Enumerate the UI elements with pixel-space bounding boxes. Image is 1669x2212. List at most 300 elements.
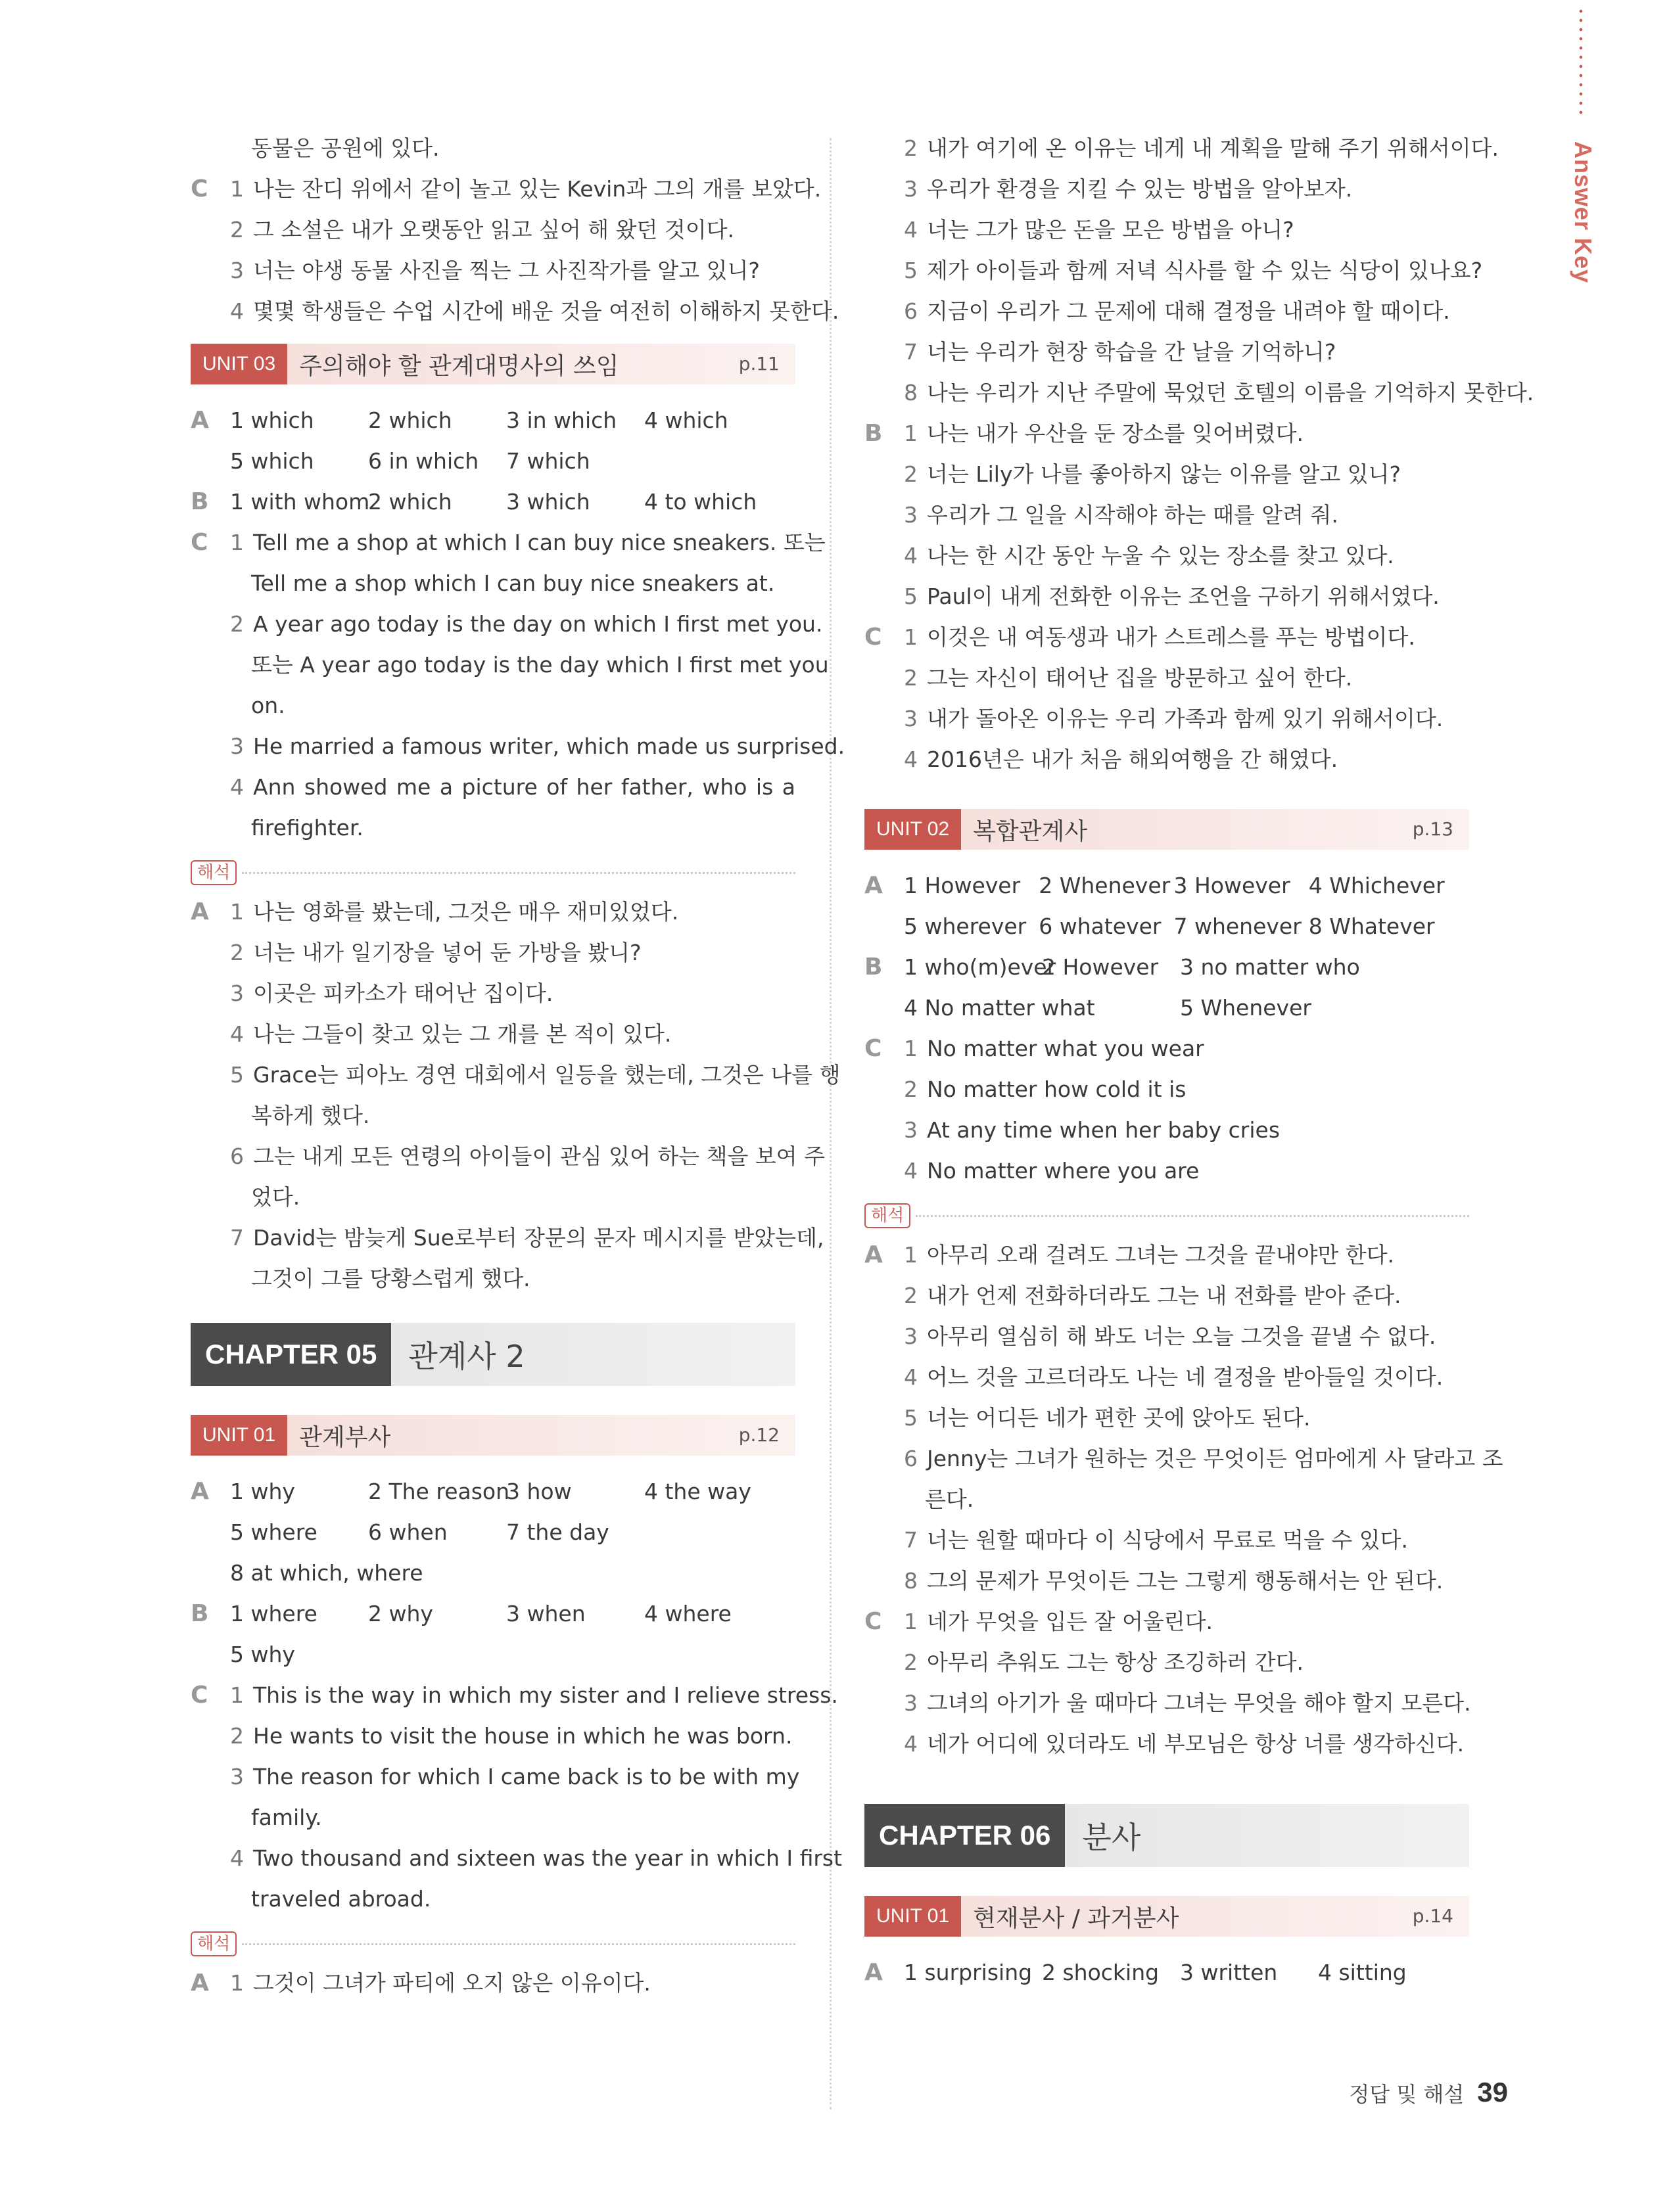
answer-line xyxy=(191,250,795,291)
answer-text xyxy=(904,454,1469,495)
answer-text xyxy=(904,1276,1469,1316)
answer-line xyxy=(191,563,795,604)
answer-line xyxy=(864,1642,1469,1683)
answer-line xyxy=(864,658,1469,699)
answer-text xyxy=(904,1724,1469,1764)
answer-line xyxy=(191,1757,800,1797)
answer-text xyxy=(230,291,839,332)
answer-grid-line xyxy=(864,947,1469,988)
answer-cell: 6 when xyxy=(368,1519,448,1545)
item-number: 3 xyxy=(904,176,918,202)
item-number: 3 xyxy=(230,258,244,283)
answer-cell: 6 whatever xyxy=(1039,913,1162,939)
item-text: Jenny는 그녀가 원하는 것은 무엇이든 엄마에게 사 달라고 조 xyxy=(927,1446,1503,1471)
answer-text xyxy=(904,1151,1469,1191)
answer-grid-line xyxy=(864,1952,1469,1993)
item-text: 어느 것을 고르더라도 나는 네 결정을 받아들일 것이다. xyxy=(927,1364,1444,1390)
item-number: 4 xyxy=(904,217,918,242)
answer-cell: 2 which xyxy=(368,407,452,433)
answer-text xyxy=(904,1069,1469,1110)
answer-text xyxy=(230,1963,795,2004)
answer-line xyxy=(864,1276,1469,1316)
right-column xyxy=(864,128,1534,1993)
section-letter: C xyxy=(191,1682,208,1709)
side-dots-decoration xyxy=(1579,7,1583,118)
item-text: The reason for which I came back is to be with my xyxy=(253,1764,800,1789)
unit-tag: UNIT 01 xyxy=(864,1896,961,1937)
item-text: No matter how cold it is xyxy=(927,1076,1187,1102)
answer-grid xyxy=(230,482,795,522)
item-text: 우리가 환경을 지킬 수 있는 방법을 알아보자. xyxy=(927,176,1353,202)
answer-text xyxy=(904,1439,1503,1479)
item-number: 2 xyxy=(904,135,918,161)
answer-line xyxy=(864,1561,1469,1601)
answer-cell: 8 at which, where xyxy=(230,1560,423,1586)
item-number: 3 xyxy=(904,706,918,731)
answer-line xyxy=(864,373,1534,413)
item-number: 1 xyxy=(230,530,244,555)
unit-title: 관계부사 xyxy=(299,1423,391,1451)
answer-cell: 3 written xyxy=(1180,1960,1278,1985)
continuation-text: on. xyxy=(251,693,285,718)
unit-page-ref: p.14 xyxy=(1412,1905,1453,1927)
section-letter: C xyxy=(864,1608,882,1635)
item-number: 2 xyxy=(230,217,244,242)
unit-tag: UNIT 03 xyxy=(191,344,287,384)
answer-line xyxy=(864,617,1469,658)
answer-text xyxy=(904,250,1483,291)
answer-text xyxy=(904,1398,1469,1439)
answer-grid-line xyxy=(191,482,795,522)
item-number: 2 xyxy=(230,1723,244,1749)
unit-header xyxy=(191,344,795,384)
translation-divider xyxy=(191,860,795,887)
answer-cell: 4 the way xyxy=(644,1479,751,1504)
answer-text xyxy=(904,413,1469,454)
item-number: 5 xyxy=(904,1405,918,1431)
item-number: 3 xyxy=(230,733,244,759)
answer-cell: 2 Whenever xyxy=(1039,873,1171,898)
answer-line xyxy=(191,1177,795,1218)
item-text: 아무리 추워도 그는 항상 조깅하러 간다. xyxy=(927,1649,1304,1675)
item-text: Ann showed me a picture of her father, who is a xyxy=(253,774,795,800)
unit-title: 주의해야 할 관계대명사의 쓰임 xyxy=(299,352,619,380)
translation-divider xyxy=(864,1203,1469,1230)
answer-line xyxy=(864,1357,1469,1398)
answer-text xyxy=(904,1601,1469,1642)
translation-badge: 해석 xyxy=(191,860,237,885)
answer-grid xyxy=(230,1594,795,1634)
item-text: He married a famous writer, which made us surprised. xyxy=(253,733,845,759)
answer-text xyxy=(230,892,795,933)
answer-grid xyxy=(904,906,1469,947)
item-number: 3 xyxy=(230,1764,244,1789)
unit-header xyxy=(864,1896,1469,1937)
item-text: David는 밤늦게 Sue로부터 장문의 문자 메시지를 받았는데, xyxy=(253,1225,824,1251)
item-text: 몇몇 학생들은 수업 시간에 배운 것을 여전히 이해하지 못한다. xyxy=(253,298,839,324)
answer-line xyxy=(864,454,1469,495)
continuation-text: family. xyxy=(251,1805,322,1830)
answer-text xyxy=(230,1838,843,1879)
answer-line xyxy=(864,1479,1469,1520)
answer-line xyxy=(191,1797,795,1838)
answer-line xyxy=(864,413,1469,454)
answer-text xyxy=(904,658,1469,699)
item-number: 2 xyxy=(904,1649,918,1675)
answer-grid xyxy=(230,400,795,441)
item-number: 6 xyxy=(904,298,918,324)
answer-line xyxy=(191,1014,795,1055)
answer-text xyxy=(230,604,823,645)
item-text: 나는 내가 우산을 둔 장소를 잊어버렸다. xyxy=(927,421,1304,446)
item-text: 내가 언제 전화하더라도 그는 내 전화를 받아 준다. xyxy=(927,1283,1401,1308)
answer-cell: 8 Whatever xyxy=(1308,913,1435,939)
answer-line xyxy=(864,1069,1469,1110)
answer-grid-line xyxy=(191,1553,795,1594)
answer-cell: 1 why xyxy=(230,1479,295,1504)
item-number: 1 xyxy=(904,1242,918,1268)
item-text: This is the way in which my sister and I relieve stress. xyxy=(253,1682,838,1708)
answer-text xyxy=(904,1642,1469,1683)
item-number: 6 xyxy=(904,1446,918,1471)
answer-text xyxy=(904,1235,1469,1276)
chapter-tag: CHAPTER 05 xyxy=(191,1323,391,1386)
item-text: 너는 어디든 네가 편한 곳에 앉아도 된다. xyxy=(927,1405,1311,1431)
answer-cell: 2 which xyxy=(368,489,452,515)
answer-line xyxy=(191,291,839,332)
answer-grid-line xyxy=(864,988,1469,1028)
item-text: 네가 어디에 있더라도 네 부모님은 항상 너를 생각하신다. xyxy=(927,1731,1465,1757)
dotted-rule xyxy=(242,1943,795,1945)
answer-text xyxy=(904,291,1469,332)
answer-text xyxy=(904,373,1534,413)
answer-cell: 3 how xyxy=(506,1479,572,1504)
item-text: 아무리 열심히 해 봐도 너는 오늘 그것을 끝낼 수 없다. xyxy=(927,1324,1436,1349)
item-number: 1 xyxy=(904,1036,918,1061)
item-number: 1 xyxy=(230,1682,244,1708)
answer-text xyxy=(904,699,1469,739)
unit-title: 현재분사 / 과거분사 xyxy=(973,1904,1179,1932)
item-number: 4 xyxy=(904,747,918,772)
answer-line xyxy=(191,685,795,726)
answer-cell: 5 which xyxy=(230,448,314,474)
translation-divider xyxy=(191,1931,795,1958)
item-number: 5 xyxy=(904,584,918,609)
answer-cell: 7 whenever xyxy=(1173,913,1302,939)
answer-line xyxy=(191,1716,795,1757)
continuation-text: firefighter. xyxy=(251,815,364,841)
item-number: 5 xyxy=(904,258,918,283)
answer-text xyxy=(904,739,1469,780)
item-number: 7 xyxy=(904,339,918,365)
answer-grid-line xyxy=(864,865,1469,906)
section-letter: C xyxy=(864,624,882,651)
item-number: 3 xyxy=(904,1324,918,1349)
answer-text xyxy=(904,169,1469,210)
item-number: 4 xyxy=(230,774,244,800)
answer-line xyxy=(864,1028,1469,1069)
answer-line xyxy=(864,169,1469,210)
chapter-header xyxy=(191,1323,795,1386)
translation-badge: 해석 xyxy=(191,1931,237,1956)
item-number: 7 xyxy=(230,1225,244,1251)
answer-line xyxy=(191,933,795,973)
item-number: 3 xyxy=(904,1117,918,1143)
section-letter: B xyxy=(864,954,883,980)
answer-line xyxy=(191,767,795,808)
answer-line xyxy=(864,536,1469,576)
item-number: 2 xyxy=(904,461,918,487)
item-number: 7 xyxy=(904,1527,918,1553)
answer-text xyxy=(904,1028,1469,1069)
answer-cell: 1 where xyxy=(230,1601,317,1626)
chapter-title: 분사 xyxy=(1082,1820,1141,1855)
answer-line xyxy=(864,1398,1469,1439)
item-text: 그것이 그녀가 파티에 오지 않은 이유이다. xyxy=(253,1970,651,1996)
item-text: 제가 아이들과 함께 저녁 식사를 할 수 있는 식당이 있나요? xyxy=(927,258,1483,283)
answer-grid xyxy=(904,865,1469,906)
answer-cell: 3 which xyxy=(506,489,590,515)
item-number: 1 xyxy=(904,624,918,650)
answer-line xyxy=(191,892,795,933)
answer-grid-line xyxy=(864,906,1469,947)
answer-line xyxy=(191,1879,795,1920)
answer-text xyxy=(230,726,845,767)
item-text: Paul이 내게 전화한 이유는 조언을 구하기 위해서였다. xyxy=(927,584,1440,609)
unit-page-ref: p.11 xyxy=(738,353,780,375)
unit-tag: UNIT 01 xyxy=(191,1415,287,1456)
answer-cell: 5 where xyxy=(230,1519,317,1545)
answer-cell: 7 which xyxy=(506,448,590,474)
item-text: At any time when her baby cries xyxy=(927,1117,1281,1143)
answer-line xyxy=(864,739,1469,780)
answer-line xyxy=(191,808,795,848)
item-number: 2 xyxy=(904,1283,918,1308)
answer-line xyxy=(191,1258,795,1299)
translation-badge: 해석 xyxy=(864,1203,910,1228)
item-number: 8 xyxy=(904,1568,918,1594)
item-text: 나는 우리가 지난 주말에 묵었던 호텔의 이름을 기억하지 못한다. xyxy=(927,380,1534,405)
answer-cell: 3 However xyxy=(1173,873,1290,898)
item-text: 내가 돌아온 이유는 우리 가족과 함께 있기 위해서이다. xyxy=(927,706,1444,731)
answer-text xyxy=(904,128,1499,169)
answer-line xyxy=(191,604,823,645)
item-number: 8 xyxy=(904,380,918,405)
footer-label: 정답 및 해설 xyxy=(1349,2082,1465,2107)
item-text: 그녀의 아기가 울 때마다 그녀는 무엇을 해야 할지 모른다. xyxy=(927,1690,1471,1716)
answer-cell: 4 to which xyxy=(644,489,757,515)
answer-text xyxy=(904,1683,1469,1724)
item-text: No matter what you wear xyxy=(927,1036,1204,1061)
column-divider xyxy=(830,138,832,2109)
answer-cell: 2 why xyxy=(368,1601,433,1626)
item-number: 3 xyxy=(904,1690,918,1716)
section-letter: C xyxy=(191,529,208,556)
answer-text xyxy=(904,210,1469,250)
item-number: 1 xyxy=(904,421,918,446)
item-text: Tell me a shop at which I can buy nice sneakers. 또는 xyxy=(253,530,826,555)
side-tab xyxy=(1563,141,1603,299)
continuation-text: 었다. xyxy=(251,1184,300,1210)
answer-grid xyxy=(230,1471,795,1512)
answer-cell: 4 which xyxy=(644,407,728,433)
answer-text xyxy=(904,536,1469,576)
chapter-header xyxy=(864,1804,1469,1867)
continuation-text: 복하게 했다. xyxy=(251,1103,370,1128)
answer-line xyxy=(191,726,845,767)
item-text: 너는 내가 일기장을 넣어 둔 가방을 봤니? xyxy=(253,940,642,965)
item-text: Two thousand and sixteen was the year in which I first xyxy=(253,1845,843,1871)
section-letter: C xyxy=(864,1035,882,1062)
answer-cell: 3 no matter who xyxy=(1180,954,1360,980)
answer-text xyxy=(230,522,826,563)
answer-cell: 5 why xyxy=(230,1642,295,1667)
item-number: 4 xyxy=(904,1731,918,1757)
item-text: 그의 문제가 무엇이든 그는 그렇게 행동해서는 안 된다. xyxy=(927,1568,1444,1594)
answer-text xyxy=(230,1218,824,1258)
dotted-rule xyxy=(242,872,795,874)
unit-page-ref: p.13 xyxy=(1412,818,1453,840)
answer-line xyxy=(191,1136,825,1177)
item-text: 그는 내게 모든 연령의 아이들이 관심 있어 하는 책을 보여 주 xyxy=(253,1143,825,1169)
section-letter: A xyxy=(191,1970,209,1996)
answer-line xyxy=(864,332,1469,373)
answer-line xyxy=(191,1095,795,1136)
item-text: 그는 자신이 태어난 집을 방문하고 싶어 한다. xyxy=(927,665,1353,691)
answer-line xyxy=(191,1218,824,1258)
item-text: 아무리 오래 걸려도 그녀는 그것을 끝내야만 한다. xyxy=(927,1242,1394,1268)
answer-grid-line xyxy=(191,1634,795,1675)
item-number: 2 xyxy=(904,665,918,691)
item-text: 나는 한 시간 동안 누울 수 있는 장소를 찾고 있다. xyxy=(927,543,1394,568)
answer-line xyxy=(191,128,795,169)
answer-text xyxy=(230,1757,800,1797)
answer-cell: 1 with whom xyxy=(230,489,370,515)
answer-line xyxy=(191,1675,838,1716)
continuation-text: 또는 A year ago today is the day which I first met you xyxy=(251,652,829,678)
section-letter: C xyxy=(191,175,208,202)
item-text: 그 소설은 내가 오랫동안 읽고 싶어 해 왔던 것이다. xyxy=(253,217,734,242)
answer-text xyxy=(230,933,795,973)
answer-grid-line xyxy=(191,441,795,482)
unit-tag: UNIT 02 xyxy=(864,809,961,850)
section-letter: B xyxy=(864,420,883,447)
side-tab-label: Answer Key xyxy=(1570,141,1597,284)
answer-grid xyxy=(230,441,795,482)
answer-line xyxy=(864,1724,1469,1764)
answer-line xyxy=(864,1439,1503,1479)
answer-line xyxy=(191,1055,841,1095)
answer-text xyxy=(904,495,1469,536)
dotted-rule xyxy=(916,1215,1469,1217)
answer-text xyxy=(230,250,795,291)
item-text: 2016년은 내가 처음 해외여행을 간 해였다. xyxy=(927,747,1338,772)
answer-cell: 5 wherever xyxy=(904,913,1027,939)
answer-text xyxy=(230,169,822,210)
answer-grid-line xyxy=(191,400,795,441)
answer-line xyxy=(864,576,1469,617)
answer-line xyxy=(864,699,1469,739)
item-text: 나는 그들이 찾고 있는 그 개를 본 적이 있다. xyxy=(253,1021,672,1047)
section-letter: A xyxy=(191,407,209,434)
continuation-text: traveled abroad. xyxy=(251,1886,431,1912)
item-text: 너는 야생 동물 사진을 찍는 그 사진작가를 알고 있니? xyxy=(253,258,760,283)
answer-line xyxy=(191,210,795,250)
answer-line xyxy=(864,1601,1469,1642)
answer-text xyxy=(230,1675,838,1716)
answer-line xyxy=(864,1235,1469,1276)
item-number: 1 xyxy=(230,176,244,202)
answer-line xyxy=(864,128,1499,169)
item-text: 네가 무엇을 입든 잘 어울린다. xyxy=(927,1609,1213,1634)
unit-title: 복합관계사 xyxy=(973,818,1088,845)
answer-grid-line xyxy=(191,1471,795,1512)
answer-text xyxy=(904,1520,1469,1561)
answer-text xyxy=(230,1136,825,1177)
section-letter: A xyxy=(191,1478,209,1505)
answer-line xyxy=(864,250,1483,291)
answer-line xyxy=(191,1963,795,2004)
section-letter: B xyxy=(191,488,209,515)
answer-cell: 1 However xyxy=(904,873,1021,898)
left-column xyxy=(191,128,845,2004)
answer-grid-line xyxy=(191,1512,795,1553)
continuation-text: 동물은 공원에 있다. xyxy=(251,135,440,161)
continuation-text: 그것이 그를 당황스럽게 했다. xyxy=(251,1266,530,1291)
answer-text xyxy=(230,1716,795,1757)
item-text: Grace는 피아노 경연 대회에서 일등을 했는데, 그것은 나를 행 xyxy=(253,1062,841,1088)
answer-text xyxy=(230,1014,795,1055)
page-footer xyxy=(1349,2077,1508,2108)
answer-cell: 2 The reason xyxy=(368,1479,510,1504)
answer-line xyxy=(864,1683,1469,1724)
item-number: 3 xyxy=(230,980,244,1006)
answer-text xyxy=(904,332,1469,373)
section-letter: A xyxy=(864,1959,883,1986)
answer-text xyxy=(904,1316,1469,1357)
answer-cell: 1 which xyxy=(230,407,314,433)
item-text: 내가 여기에 온 이유는 네게 내 계획을 말해 주기 위해서이다. xyxy=(927,135,1499,161)
item-number: 1 xyxy=(230,1970,244,1996)
item-text: 지금이 우리가 그 문제에 대해 결정을 내려야 할 때이다. xyxy=(927,298,1450,324)
item-text: 너는 원할 때마다 이 식당에서 무료로 먹을 수 있다. xyxy=(927,1527,1408,1553)
item-text: 나는 영화를 봤는데, 그것은 매우 재미있었다. xyxy=(253,899,679,925)
item-text: 너는 그가 많은 돈을 모은 방법을 아니? xyxy=(927,217,1294,242)
chapter-tag: CHAPTER 06 xyxy=(864,1804,1065,1867)
unit-header xyxy=(191,1415,795,1456)
answer-cell: 4 Whichever xyxy=(1308,873,1445,898)
item-number: 4 xyxy=(230,1021,244,1047)
continuation-text: Tell me a shop which I can buy nice sneakers at. xyxy=(251,570,775,596)
item-text: 우리가 그 일을 시작해야 하는 때를 알려 줘. xyxy=(927,502,1338,528)
item-text: 이것은 내 여동생과 내가 스트레스를 푸는 방법이다. xyxy=(927,624,1415,650)
section-letter: A xyxy=(864,872,883,899)
answer-line xyxy=(864,210,1469,250)
answer-line xyxy=(191,973,795,1014)
item-number: 4 xyxy=(904,543,918,568)
item-text: 너는 우리가 현장 학습을 간 날을 기억하니? xyxy=(927,339,1336,365)
answer-line xyxy=(864,291,1469,332)
item-text: A year ago today is the day on which I first met you. xyxy=(253,611,823,637)
item-number: 2 xyxy=(230,940,244,965)
answer-cell: 2 shocking xyxy=(1042,1960,1160,1985)
answer-text xyxy=(904,617,1469,658)
item-number: 4 xyxy=(230,1845,244,1871)
answer-text xyxy=(904,1357,1469,1398)
item-text: No matter where you are xyxy=(927,1158,1200,1184)
unit-page-ref: p.12 xyxy=(738,1424,780,1446)
item-number: 4 xyxy=(904,1364,918,1390)
